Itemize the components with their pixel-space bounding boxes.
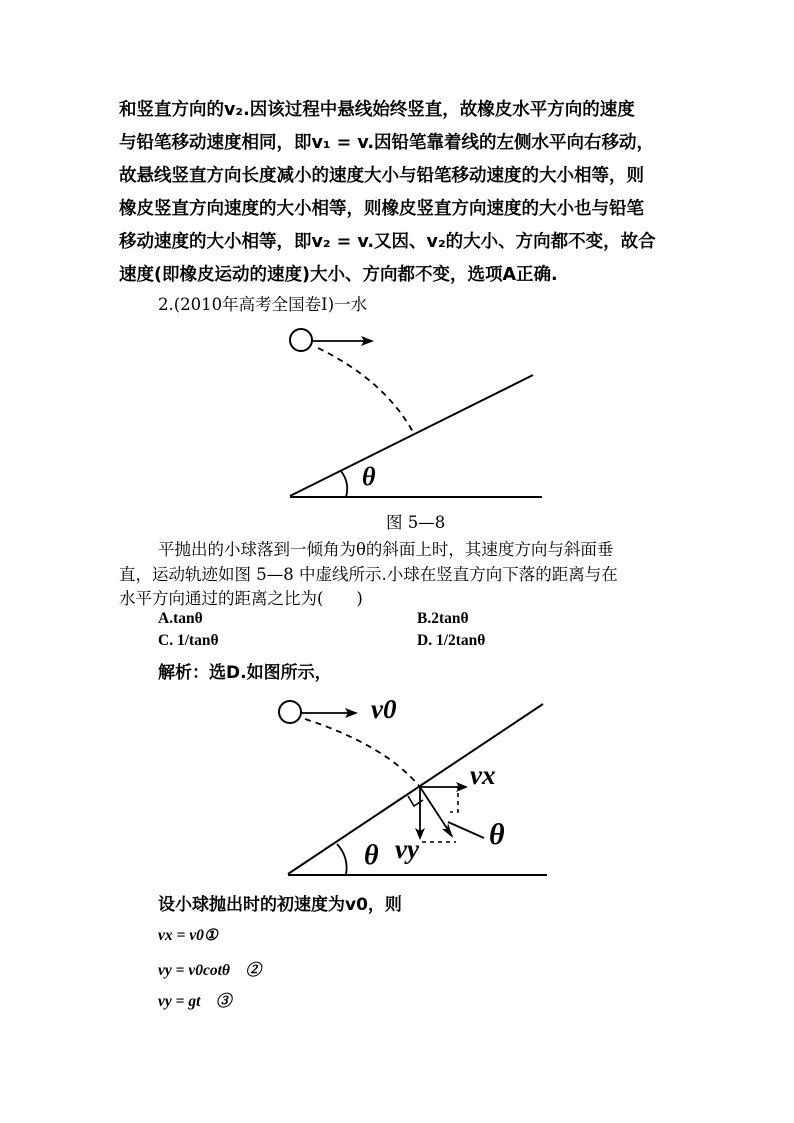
- option-a: A.tanθ: [158, 610, 203, 627]
- option-c: C. 1/tanθ: [158, 632, 219, 649]
- analysis-intro: 解析：选D.如图所示，: [158, 663, 332, 683]
- theta-label-fig1: θ: [362, 462, 376, 491]
- option-b: B.2tanθ: [417, 610, 469, 627]
- paragraph-line-6: 速度(即橡皮运动的速度)大小、方向都不变，选项A正确.: [119, 265, 558, 285]
- resultant-arrowhead: [442, 823, 453, 838]
- vy-label: vy: [395, 834, 419, 864]
- v0-label: v0: [371, 694, 397, 724]
- paragraph-line-1: 和竖直方向的v₂.因该过程中悬线始终竖直，故橡皮水平方向的速度: [119, 100, 635, 120]
- ball-icon: [279, 701, 301, 723]
- paragraph-line-5: 移动速度的大小相等，即v₂ = v.又因、v₂的大小、方向都不变，故合: [119, 232, 656, 252]
- setup-line: 设小球抛出时的初速度为v0，则: [158, 895, 402, 915]
- question-header: 2.(2010年高考全国卷Ⅰ)一水: [158, 295, 368, 314]
- paragraph-line-4: 橡皮竖直方向速度的大小相等，则橡皮竖直方向速度的大小也与铅笔: [119, 199, 644, 219]
- angle-arc: [337, 844, 347, 875]
- paragraph-line-2: 与铅笔移动速度相同，即v₁ = v.因铅笔靠着线的左侧水平向右移动，: [119, 133, 655, 153]
- question-line-1: 平抛出的小球落到一倾角为θ的斜面上时，其速度方向与斜面垂: [158, 540, 614, 559]
- option-d: D. 1/2tanθ: [417, 632, 486, 649]
- question-line-3: 水平方向通过的距离之比为( ): [119, 589, 363, 608]
- theta-label-angle: θ: [364, 840, 379, 871]
- figure1-caption: 图 5—8: [386, 513, 446, 532]
- vx-label: vx: [470, 760, 496, 790]
- equation-1: vx = v0①: [158, 927, 218, 944]
- theta-label-side: θ: [489, 818, 505, 851]
- question-line-2: 直，运动轨迹如图 5—8 中虚线所示.小球在竖直方向下落的距离与在: [119, 565, 618, 584]
- equation-2: vy = v0cotθ ②: [158, 962, 261, 979]
- paragraph-line-3: 故悬线竖直方向长度减小的速度大小与铅笔移动速度的大小相等，则: [119, 166, 644, 186]
- trajectory-dashed: [305, 719, 420, 787]
- theta-pointer: [448, 822, 484, 838]
- equation-3: vy = gt ③: [158, 993, 232, 1010]
